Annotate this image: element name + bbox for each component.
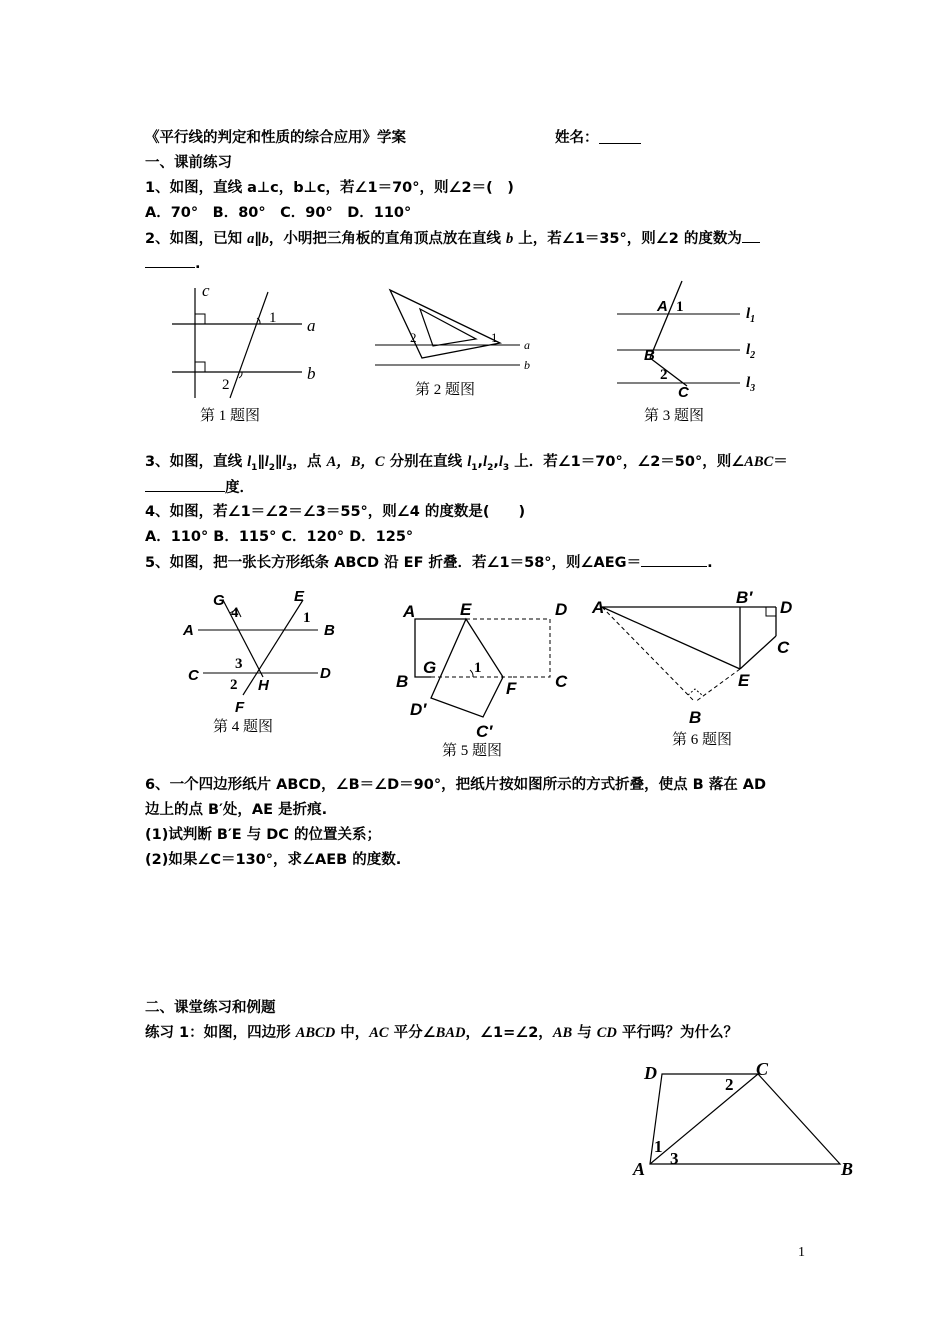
fig4-angle-3: 3 [235, 656, 243, 672]
fig6-caption: 第 6 题图 [672, 732, 733, 748]
fig3-label-l1: $l_1$ [746, 306, 756, 325]
fig7-angle-3: 3 [670, 1149, 679, 1168]
fig5-angle-1: 1 [474, 660, 482, 676]
fig1-caption: 第 1 题图 [200, 408, 261, 424]
fig5-caption: 第 5 题图 [442, 743, 503, 759]
fig3-label-l2: $l_2$ [746, 342, 756, 361]
q2-stem: 2、如图，已知 a∥b，小明把三角板的直角顶点放在直线 b 上，若∠1＝35°，则∠2 的度数为 [145, 228, 760, 249]
fig5-label-Cprime: C′ [476, 722, 493, 741]
fig5-label-G: G [423, 658, 437, 677]
fig2-label-a: a [524, 338, 530, 352]
fig5-label-F: F [506, 679, 517, 698]
fig6-label-A: A [592, 598, 605, 617]
q3-answer-blank[interactable]: 度． [145, 477, 254, 498]
fig2-angle-2: 2 [410, 330, 417, 345]
fig7-angle-2: 2 [725, 1075, 734, 1094]
figure-2 [370, 283, 540, 403]
fig6-label-D: D [780, 598, 793, 617]
q6-line2: 边上的点 B′处，AE 是折痕. [145, 802, 328, 818]
doc-title: 《平行线的判定和性质的综合应用》学案 [145, 130, 406, 146]
fig2-angle-1: 1 [491, 330, 498, 345]
fig4-label-H: H [258, 677, 269, 694]
fig6-label-E: E [738, 671, 750, 690]
fig1-label-c: c [202, 281, 210, 300]
figure-6 [590, 585, 820, 750]
fig4-angle-1: 1 [303, 610, 311, 626]
fig4-angle-2: 2 [230, 677, 238, 693]
q4-options: A．110° B．115° C．120° D．125° [145, 529, 414, 545]
fig7-label-A: A [633, 1159, 646, 1179]
section-2-title: 二、课堂练习和例题 [145, 1000, 276, 1016]
name-field[interactable]: 姓名： [555, 128, 641, 148]
fig5-label-D: D [555, 600, 568, 619]
fig6-label-C: C [777, 638, 790, 657]
fig5-label-A: A [403, 602, 416, 621]
fig4-label-F: F [235, 699, 245, 716]
fig5-label-Dprime: D′ [410, 700, 427, 719]
fig4-label-E: E [294, 588, 305, 605]
fig3-angle-1: 1 [676, 299, 684, 315]
q3-stem: 3、如图，直线 $l_1\parallel l_2\parallel l_3$，点 A，B，C 分别在直线 $l_1,l_2,l_3$ 上．若∠1＝70°，∠2＝50°，则∠ABC＝ [145, 454, 788, 473]
fig4-angle-4: 4 [231, 605, 239, 621]
fig3-label-A: A [657, 298, 668, 315]
figure-exercise-1 [630, 1058, 865, 1183]
fig7-angle-1: 1 [654, 1137, 663, 1156]
fig3-angle-2: 2 [660, 367, 668, 383]
fig3-caption: 第 3 题图 [644, 408, 705, 424]
figure-3 [612, 278, 782, 428]
fig4-label-B: B [324, 622, 335, 639]
page-number: 1 [798, 1245, 805, 1260]
q1-stem: 1、如图，直线 a⊥c，b⊥c，若∠1＝70°，则∠2＝( ) [145, 180, 514, 196]
q6-line4: (2)如果∠C＝130°，求∠AEB 的度数. [145, 852, 402, 868]
q6-line3: (1)试判断 B′E 与 DC 的位置关系； [145, 827, 381, 843]
fig7-label-B: B [841, 1159, 854, 1179]
fig4-label-G: G [213, 592, 225, 609]
fig4-caption: 第 4 题图 [213, 719, 274, 735]
fig3-label-C: C [678, 384, 689, 401]
q5-stem: 5、如图，把一张长方形纸条 ABCD 沿 EF 折叠．若∠1＝58°，则∠AEG＝ . [145, 552, 713, 573]
fig1-angle-1: 1 [269, 310, 277, 326]
q1-options: A．70° B．80° C．90° D．110° [145, 205, 412, 221]
figure-4 [178, 585, 353, 740]
section-1-title: 一、课前练习 [145, 155, 232, 171]
fig1-label-b: b [307, 364, 316, 383]
fig6-label-Bprime: B′ [736, 588, 753, 607]
fig4-label-C: C [188, 667, 199, 684]
q2-answer-blank[interactable]: . [145, 253, 201, 274]
q6-line1: 6、一个四边形纸片 ABCD，∠B＝∠D＝90°，把纸片按如图所示的方式折叠，使点 B 落在 AD [145, 777, 767, 793]
fig3-label-B: B [644, 347, 655, 364]
figure-5 [390, 595, 580, 765]
fig2-caption: 第 2 题图 [415, 382, 476, 398]
fig3-label-l3: $l_3$ [746, 375, 756, 394]
fig1-angle-2: 2 [222, 377, 230, 393]
fig6-label-B: B [689, 708, 702, 727]
fig4-label-A: A [183, 622, 194, 639]
fig2-label-b: b [524, 358, 530, 372]
q4-stem: 4、如图，若∠1＝∠2＝∠3＝55°，则∠4 的度数是( ) [145, 504, 526, 520]
fig7-label-C: C [756, 1059, 769, 1079]
figure-1 [160, 280, 350, 425]
exercise-1-stem: 练习 1：如图，四边形 ABCD 中，AC 平分∠BAD，∠1=∠2，AB 与 CD 平行吗？为什么？ [145, 1025, 738, 1041]
fig4-label-D: D [320, 665, 331, 682]
fig5-label-E: E [460, 600, 472, 619]
fig1-label-a: a [307, 316, 316, 335]
fig5-label-C: C [555, 672, 568, 691]
fig7-label-D: D [644, 1063, 657, 1083]
fig5-label-B: B [396, 672, 409, 691]
